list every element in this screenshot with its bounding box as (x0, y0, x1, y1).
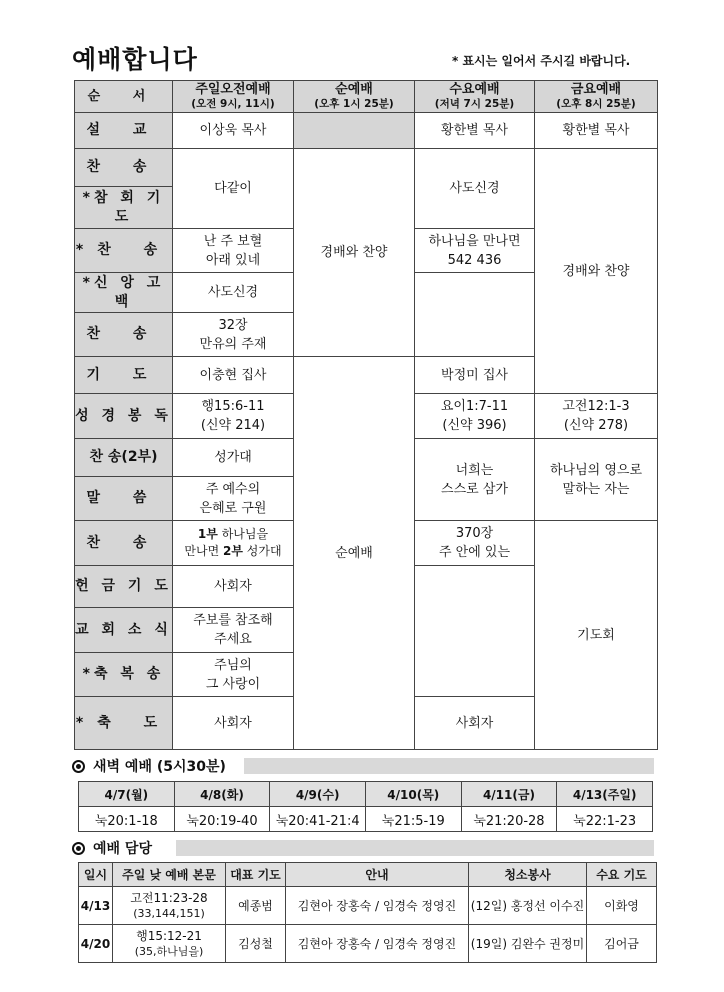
table-row: *찬 송 난 주 보혈 아래 있네 하나님을 만나면 542 436 (75, 229, 658, 273)
sunday-creed: 사도신경 (173, 273, 294, 313)
table-row: 성 경 봉 독 행15:6-11 (신약 214) 요이1:7-11 (신약 396) 고전12:1-3 (신약 278) (75, 394, 658, 439)
table-row: 설 교 이상욱 목사 황한별 목사 황한별 목사 (75, 113, 658, 149)
sunday-news: 주보를 참조해 주세요 (173, 608, 294, 653)
page-title: 예배합니다 (72, 45, 198, 74)
section-bar (244, 758, 654, 774)
duty-section-title: 예배 담당 (72, 838, 152, 858)
wed-hymn2: 하나님을 만나면 542 436 (415, 229, 535, 273)
wed-benediction: 사회자 (415, 697, 535, 750)
fri-word: 하나님의 영으로 말하는 자는 (535, 439, 658, 521)
fri-prayer-meeting: 기도회 (535, 521, 658, 750)
sunday-benediction: 사회자 (173, 697, 294, 750)
table-row: *축 도 사회자 사회자 (75, 697, 658, 750)
table-row: 교 회 소 식 주보를 참조해 주세요 (75, 608, 658, 653)
dawn-section-title: 새벽 예배 (5시30분) (72, 756, 226, 776)
table-row: 말 씀 주 예수의 은혜로 구원 (75, 477, 658, 521)
table-row: 찬 송(2부) 성가대 너희는 스스로 삼가 하나님의 영으로 말하는 자는 (75, 439, 658, 477)
sermon-soon (294, 113, 415, 149)
col-friday: 금요예배 (오후 8시 25분) (535, 81, 658, 113)
sunday-choir: 성가대 (173, 439, 294, 477)
wed-prayer: 박정미 집사 (415, 357, 535, 394)
dawn-schedule-table (78, 781, 653, 832)
table-row: 4/20 행15:12-21 (35,하나님을) 김성철 김현아 장홍숙 / 임경숙 정영진 (19일) 김완수 권정미 김어금 (79, 925, 657, 963)
sunday-offering: 사회자 (173, 566, 294, 608)
soon-service: 순예배 (294, 357, 415, 750)
sunday-hymn4: 1부 하나님을 만나면 2부 성가대 (173, 521, 294, 566)
col-wednesday: 수요예배 (저녁 7시 25분) (415, 81, 535, 113)
wed-empty (415, 273, 535, 357)
table-row: 찬 송 1부 하나님을 만나면 2부 성가대 370장 주 안에 있는 기도회 (75, 521, 658, 566)
wed-hymn-repent: 사도신경 (415, 149, 535, 229)
sunday-hymn2: 난 주 보혈 아래 있네 (173, 229, 294, 273)
section-bar (176, 840, 654, 856)
wed-word: 너희는 스스로 삼가 (415, 439, 535, 521)
table-row: 찬 송 32장 만유의 주재 (75, 313, 658, 357)
sermon-friday: 황한별 목사 (535, 113, 658, 149)
duty-table (78, 862, 657, 963)
worship-order-table (74, 80, 658, 750)
sunday-hymn-repent: 다같이 (173, 149, 294, 229)
duty-header-row: 일시 주일 낮 예배 본문 대표 기도 안내 청소봉사 수요 기도 (79, 863, 657, 887)
dawn-dates-row: 4/7(월) 4/8(화) 4/9(수) 4/10(목) 4/11(금) 4/13(주일) (79, 782, 653, 807)
dawn-texts-row: 눅20:1-18 눅20:19-40 눅20:41-21:4 눅21:5-19 눅21:20-28 눅22:1-23 (79, 807, 653, 832)
table-row: *참 회 기 도 (75, 187, 658, 229)
sunday-hymn3: 32장 만유의 주재 (173, 313, 294, 357)
sunday-prayer: 이충현 집사 (173, 357, 294, 394)
table-header-row (75, 81, 658, 113)
table-row: *축 복 송 주님의 그 사랑이 (75, 653, 658, 697)
sunday-word: 주 예수의 은혜로 구원 (173, 477, 294, 521)
sunday-reading: 행15:6-11 (신약 214) (173, 394, 294, 439)
sermon-sunday: 이상욱 목사 (173, 113, 294, 149)
table-row: 찬 송 다같이 경배와 찬양 사도신경 경배와 찬양 (75, 149, 658, 187)
fri-praise: 경배와 찬양 (535, 149, 658, 394)
table-row: *신 앙 고 백 사도신경 (75, 273, 658, 313)
soon-praise: 경배와 찬양 (294, 149, 415, 357)
wed-reading: 요이1:7-11 (신약 396) (415, 394, 535, 439)
table-row: 4/13 고전11:23-28 (33,144,151) 예종범 김현아 장홍숙 / 임경숙 정영진 (12일) 홍정선 이수진 이화영 (79, 887, 657, 925)
col-order: 순 서 (75, 81, 173, 113)
table-row: 헌 금 기 도 사회자 (75, 566, 658, 608)
circled-dot-icon (72, 842, 85, 855)
standing-note: * 표시는 일어서 주시길 바랍니다. (452, 54, 631, 68)
wed-hymn4: 370장 주 안에 있는 (415, 521, 535, 566)
table-row: 기 도 이충현 집사 순예배 박정미 집사 (75, 357, 658, 394)
col-sunday: 주일오전예배 (오전 9시, 11시) (173, 81, 294, 113)
col-soon: 순예배 (오후 1시 25분) (294, 81, 415, 113)
wed-empty2 (415, 566, 535, 697)
sermon-wednesday: 황한별 목사 (415, 113, 535, 149)
fri-reading: 고전12:1-3 (신약 278) (535, 394, 658, 439)
sunday-doxology: 주님의 그 사랑이 (173, 653, 294, 697)
circled-dot-icon (72, 760, 85, 773)
